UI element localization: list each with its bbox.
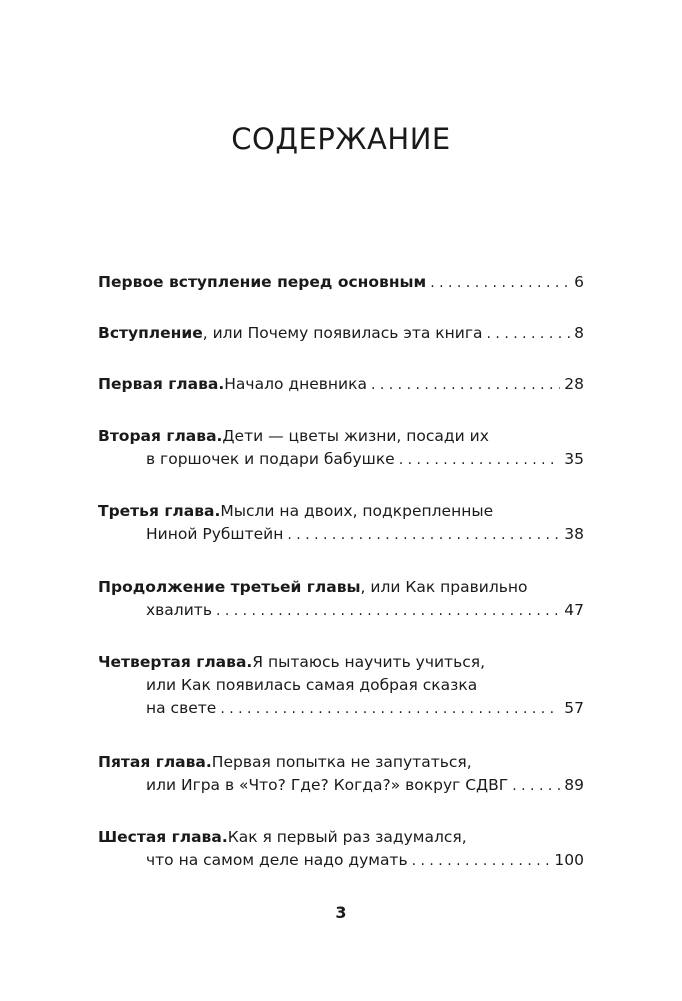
toc-entry bbox=[98, 425, 584, 471]
dot-leader bbox=[512, 775, 560, 798]
toc-entry-title: Первое вступление перед основным bbox=[98, 273, 427, 291]
toc-entry-subtitle-cont: Ниной Рубштейн bbox=[146, 525, 284, 543]
toc-entry-subtitle-cont: на свете bbox=[146, 699, 217, 717]
toc-entry-subtitle: Дети — цветы жизни, посади их bbox=[222, 427, 489, 445]
dot-leader bbox=[487, 323, 571, 346]
toc-page-number: 35 bbox=[564, 450, 584, 468]
toc-page-number: 47 bbox=[564, 601, 584, 619]
toc-entry-title: Вторая глава. bbox=[98, 427, 223, 445]
toc-page-number: 38 bbox=[564, 525, 584, 543]
toc-entry-subtitle: , или Как правильно bbox=[360, 578, 528, 596]
toc-line bbox=[98, 826, 584, 849]
toc-entry bbox=[98, 373, 584, 396]
toc-entry bbox=[98, 826, 584, 872]
toc-entry bbox=[98, 271, 584, 294]
toc-page-number: 89 bbox=[564, 776, 584, 794]
toc-page-number: 28 bbox=[564, 375, 584, 393]
toc-line-continuation bbox=[98, 674, 584, 697]
toc-entry-subtitle-cont: или Как появилась самая добрая сказка bbox=[146, 676, 478, 694]
dot-leader bbox=[412, 850, 551, 873]
toc-entry-subtitle: Как я первый раз задумался, bbox=[227, 828, 467, 846]
toc-line-continuation bbox=[98, 599, 584, 622]
toc-entry bbox=[98, 500, 584, 546]
toc-entry-subtitle: Начало дневника bbox=[224, 375, 367, 393]
dot-leader bbox=[287, 524, 560, 547]
dot-leader bbox=[220, 698, 560, 721]
toc-page-number: 6 bbox=[574, 273, 584, 291]
toc-entry-title: Третья глава. bbox=[98, 502, 221, 520]
toc-line-continuation bbox=[98, 448, 584, 471]
toc-line bbox=[98, 751, 584, 774]
toc-page-number: 57 bbox=[564, 699, 584, 717]
toc-entry bbox=[98, 322, 584, 345]
toc-entry bbox=[98, 651, 584, 720]
toc-line bbox=[98, 322, 584, 345]
toc-entry-title: Шестая глава. bbox=[98, 828, 228, 846]
toc-page-number: 100 bbox=[554, 851, 584, 869]
toc-entry-title: Первая глава. bbox=[98, 375, 225, 393]
toc-line-continuation bbox=[98, 697, 584, 720]
toc-entry-subtitle: , или Почему появилась эта книга bbox=[202, 324, 483, 342]
toc-line bbox=[98, 373, 584, 396]
page-number-footer: 3 bbox=[335, 903, 347, 922]
toc-entry-subtitle-cont: хвалить bbox=[146, 601, 212, 619]
toc-entry-title: Продолжение третьей главы bbox=[98, 578, 361, 596]
toc-line bbox=[98, 500, 584, 523]
toc-entry-title: Четвертая глава. bbox=[98, 653, 253, 671]
toc-entry-subtitle-cont: или Игра в «Что? Где? Когда?» вокруг СДВГ bbox=[146, 776, 509, 794]
dot-leader bbox=[399, 449, 561, 472]
toc-entry-subtitle: Мысли на двоих, подкрепленные bbox=[220, 502, 494, 520]
toc-entry bbox=[98, 751, 584, 797]
dot-leader bbox=[216, 600, 560, 623]
toc-entry bbox=[98, 576, 584, 622]
page-title: СОДЕРЖАНИЕ bbox=[231, 122, 451, 156]
toc-line bbox=[98, 271, 584, 294]
toc-entry-title: Пятая глава. bbox=[98, 753, 212, 771]
toc-line-continuation bbox=[98, 849, 584, 872]
dot-leader bbox=[430, 272, 570, 295]
toc-page-number: 8 bbox=[574, 324, 584, 342]
toc-entry-title: Вступление bbox=[98, 324, 203, 342]
toc-entry-subtitle-cont: что на самом деле надо думать bbox=[146, 851, 408, 869]
toc-line-continuation bbox=[98, 774, 584, 797]
toc-line bbox=[98, 425, 584, 448]
dot-leader bbox=[371, 374, 560, 397]
toc-entry-subtitle: Я пытаюсь научить учиться, bbox=[252, 653, 485, 671]
toc-line bbox=[98, 576, 584, 599]
toc-entry-subtitle: Первая попытка не запутаться, bbox=[211, 753, 472, 771]
toc-line bbox=[98, 651, 584, 674]
toc-entry-subtitle-cont: в горшочек и подари бабушке bbox=[146, 450, 395, 468]
toc-line-continuation bbox=[98, 523, 584, 546]
